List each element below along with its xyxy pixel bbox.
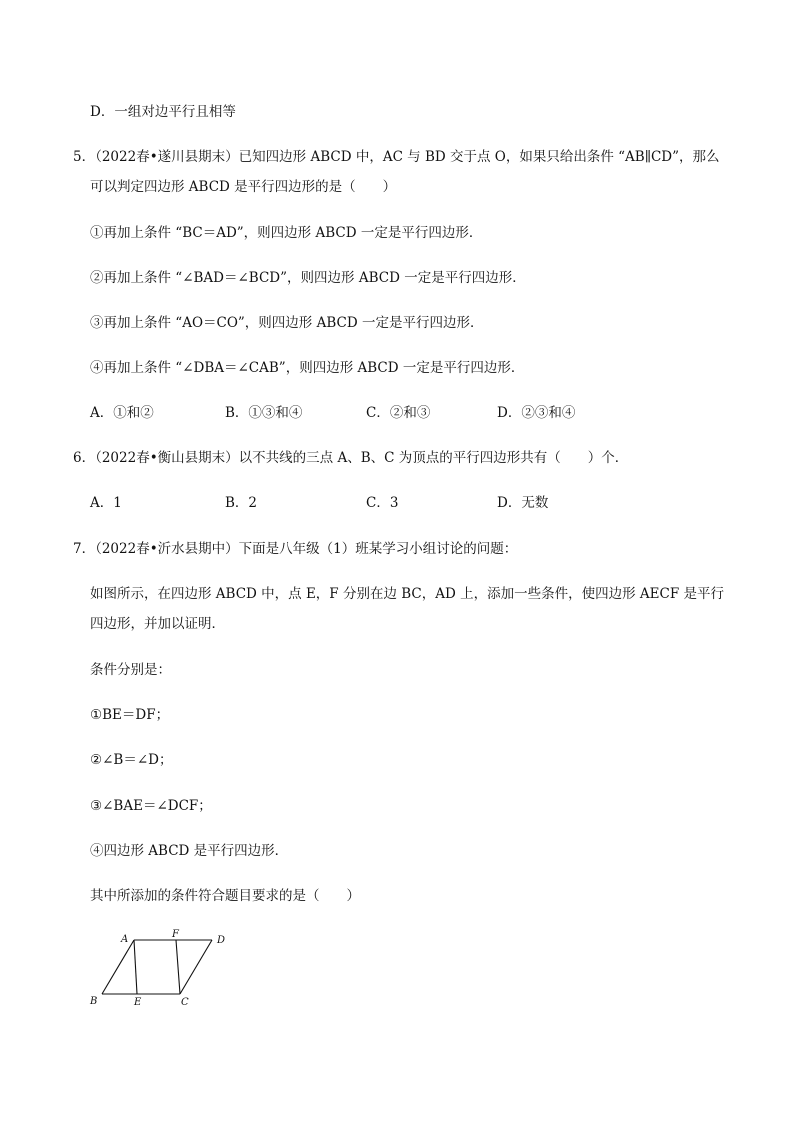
label-B: B [90,996,98,1007]
q5-option-d: D．②③和④ [497,405,576,421]
q7-question: 其中所添加的条件符合题目要求的是（ ） [90,888,360,904]
q7-stem: 7．（2022春•沂水县期中）下面是八年级（1）班某学习小组讨论的问题： [73,541,518,557]
label-A: A [121,934,129,945]
q7-conditions-title: 条件分别是： [90,662,171,678]
q6-option-d: D．无数 [497,495,549,511]
q7-parallelogram-figure [88,928,238,1010]
q4-option-d: D．一组对边平行且相等 [90,104,236,120]
q7-condition-4: ④四边形 ABCD 是平行四边形． [90,843,289,859]
edge-AE [134,940,137,994]
q5-statement-1: ①再加上条件 “BC＝AD”，则四边形 ABCD 一定是平行四边形． [90,225,483,241]
q7-desc-line2: 四边形，并加以证明． [90,616,225,632]
q7-condition-1: ①BE＝DF； [90,707,170,723]
q5-option-c: C．②和③ [366,405,431,421]
label-F: F [172,929,179,940]
q7-desc-line1: 如图所示，在四边形 ABCD 中，点 E，F 分别在边 BC，AD 上，添加一些条件，使四边形 AECF 是平行 [90,586,724,602]
q6-option-b: B．2 [225,495,258,511]
q6-stem: 6．（2022春•衡山县期末）以不共线的三点 A、B、C 为顶点的平行四边形共有（ ）个． [73,450,629,466]
edge-AB [102,940,134,994]
q5-stem-line2: 可以判定四边形 ABCD 是平行四边形的是（ ） [90,179,397,195]
q5-stem-line1: 5．（2022春•遂川县期末）已知四边形 ABCD 中，AC 与 BD 交于点 O，如果只给出条件 “AB∥CD”，那么 [73,149,720,165]
label-C: C [181,997,189,1008]
q5-statement-3: ③再加上条件 “AO＝CO”，则四边形 ABCD 一定是平行四边形． [90,315,484,331]
q6-option-c: C．3 [366,495,399,511]
q7-condition-3: ③∠BAE＝∠DCF； [90,798,212,814]
q5-statement-2: ②再加上条件 “∠BAD＝∠BCD”，则四边形 ABCD 一定是平行四边形． [90,270,526,286]
label-E: E [134,997,142,1008]
q7-condition-2: ②∠B＝∠D； [90,752,173,768]
edge-FC [176,940,180,994]
edge-DC [180,940,212,994]
q6-option-a: A．1 [90,495,122,511]
q5-option-a: A．①和② [90,405,154,421]
q5-option-b: B．①③和④ [225,405,303,421]
label-D: D [217,935,226,946]
q5-statement-4: ④再加上条件 “∠DBA＝∠CAB”，则四边形 ABCD 一定是平行四边形． [90,360,525,376]
